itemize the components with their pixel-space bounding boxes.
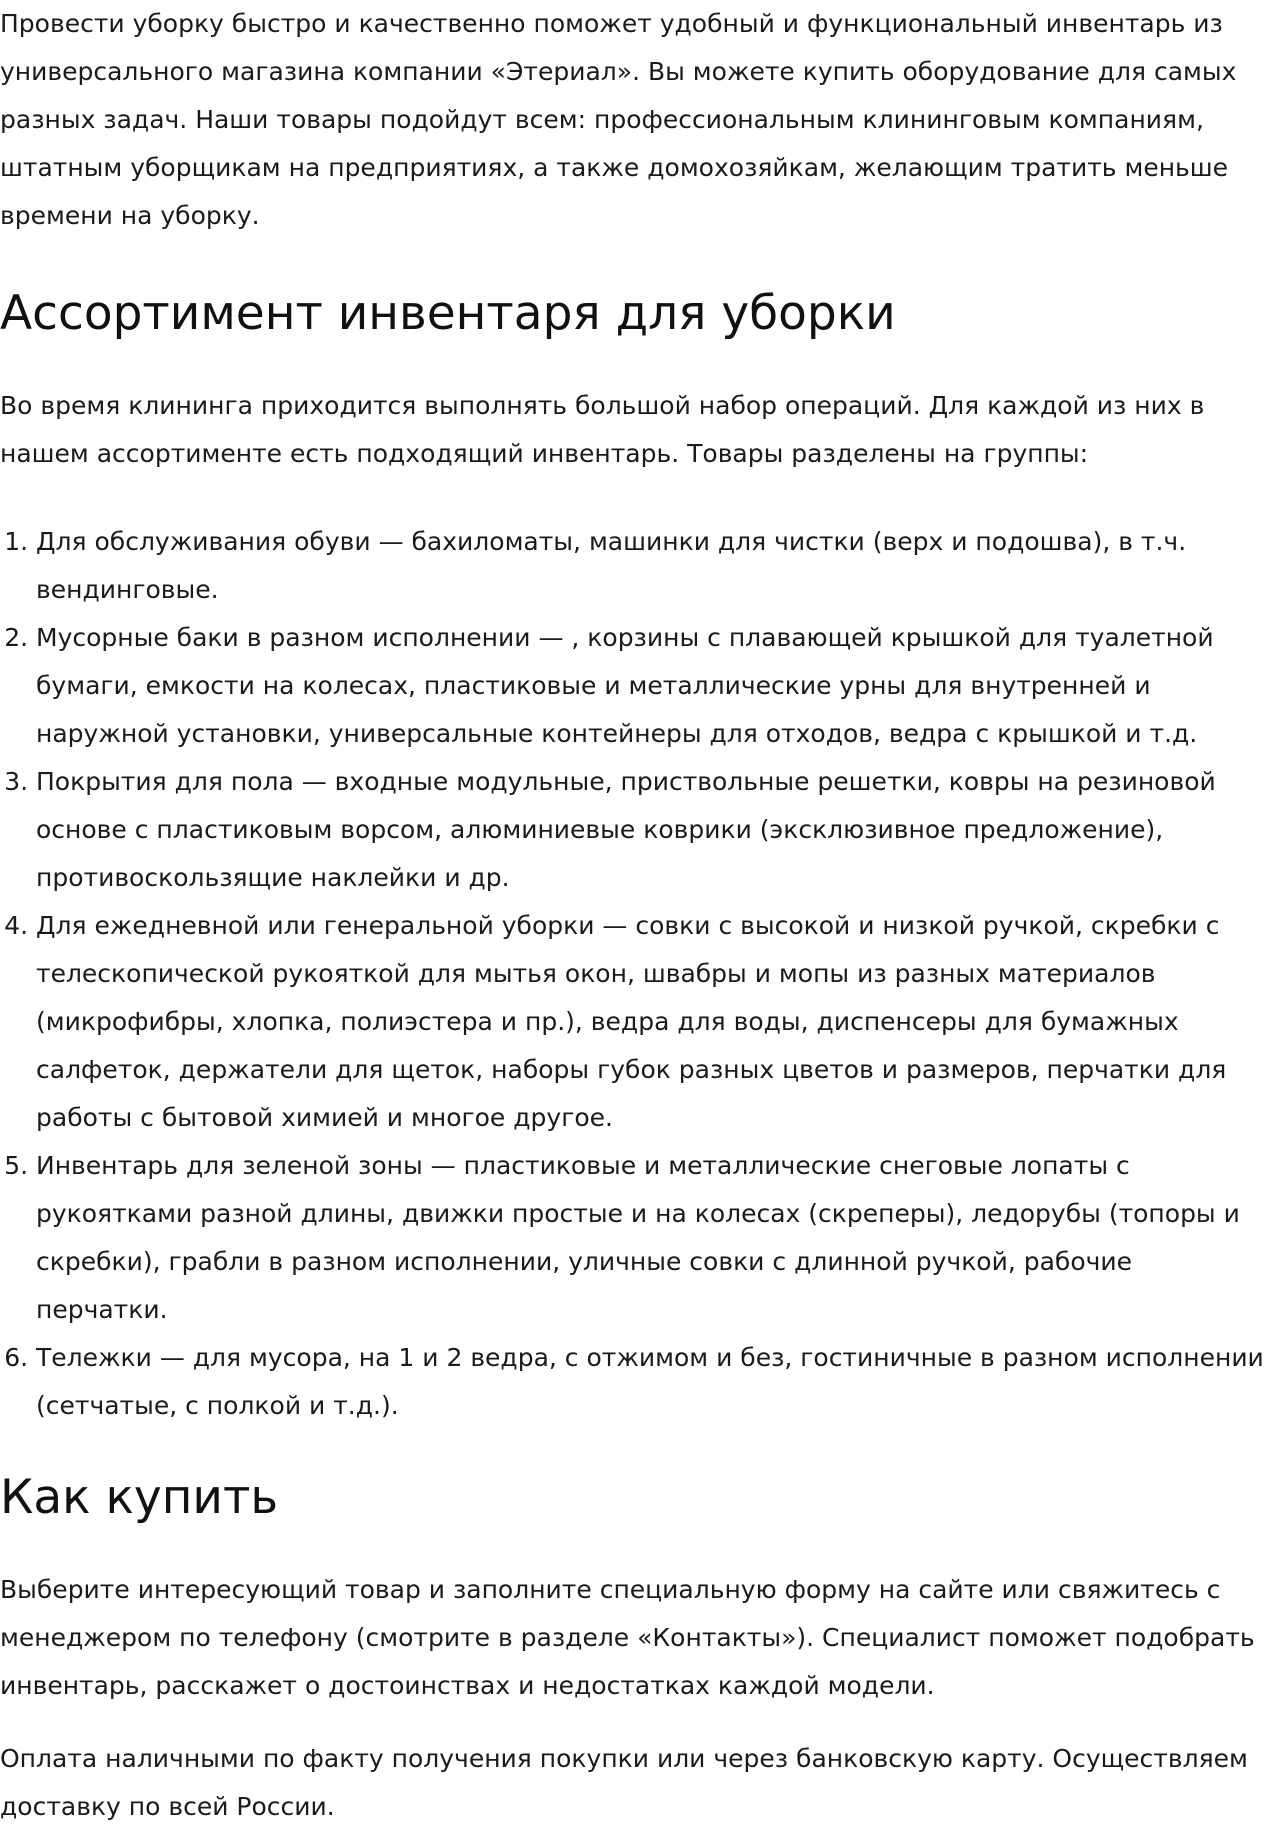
list-item: 4. Для ежедневной или генеральной уборки — совки с высокой и низкой ручкой, скребки с телескопической рукояткой для мытья окон, швабры и мопы из разных материалов (микрофибры, хлопка, полиэстера и пр.), ведра для воды, диспенсеры для бумажных салфеток, держатели для щеток, наборы губок разных цветов и размеров, перчатки для работы с бытовой химией и многое другое. [36, 902, 1268, 1142]
payment-delivery-paragraph: Оплата наличными по факту получения покупки или через банковскую карту. Осуществляем доставку по всей России. [0, 1744, 1248, 1821]
list-item: 2. Мусорные баки в разном исполнении — , корзины с плавающей крышкой для туалетной бумаги, емкости на колесах, пластиковые и металлические урны для внутренней и наружной установки, универсальные контейнеры для отходов, ведра с крышкой и т.д. [36, 614, 1268, 758]
intro-paragraph: Провести уборку быстро и качественно поможет удобный и функциональный инвентарь из универсального магазина компании «Этериал». Вы можете купить оборудование для самых разных задач. Наши товары подойдут всем: профессиональным клининговым компаниям, штатным уборщикам на предприятиях, а также домохозяйкам, желающим тратить меньше времени на уборку. [0, 9, 1237, 230]
how-to-buy-heading: Как купить [0, 1470, 279, 1525]
how-to-buy-paragraph: Выберите интересующий товар и заполните специальную форму на сайте или свяжитесь с менеджером по телефону (смотрите в разделе «Контакты»). Специалист поможет подобрать инвентарь, расскажет о достоинствах и недостатках каждой модели. [0, 1575, 1255, 1700]
list-item: 1. Для обслуживания обуви — бахиломаты, машинки для чистки (верх и подошва), в т.ч. вендинговые. [36, 518, 1268, 614]
list-item: 5. Инвентарь для зеленой зоны — пластиковые и металлические снеговые лопаты с рукоятками разной длины, движки простые и на колесах (скреперы), ледорубы (топоры и скребки), грабли в разном исполнении, уличные совки с длинной ручкой, рабочие перчатки. [36, 1142, 1268, 1334]
assortment-lead-paragraph: Во время клининга приходится выполнять большой набор операций. Для каждой из них в нашем ассортименте есть подходящий инвентарь. Товары разделены на группы: [0, 391, 1205, 468]
assortment-list [0, 518, 1268, 1430]
list-item: 6. Тележки — для мусора, на 1 и 2 ведра, с отжимом и без, гостиничные в разном исполнении (сетчатые, с полкой и т.д.). [36, 1334, 1268, 1430]
list-item: 3. Покрытия для пола — входные модульные, приствольные решетки, ковры на резиновой основе с пластиковым ворсом, алюминиевые коврики (эксклюзивное предложение), противоскользящие наклейки и др. [36, 758, 1268, 902]
assortment-heading: Ассортимент инвентаря для уборки [0, 286, 896, 341]
